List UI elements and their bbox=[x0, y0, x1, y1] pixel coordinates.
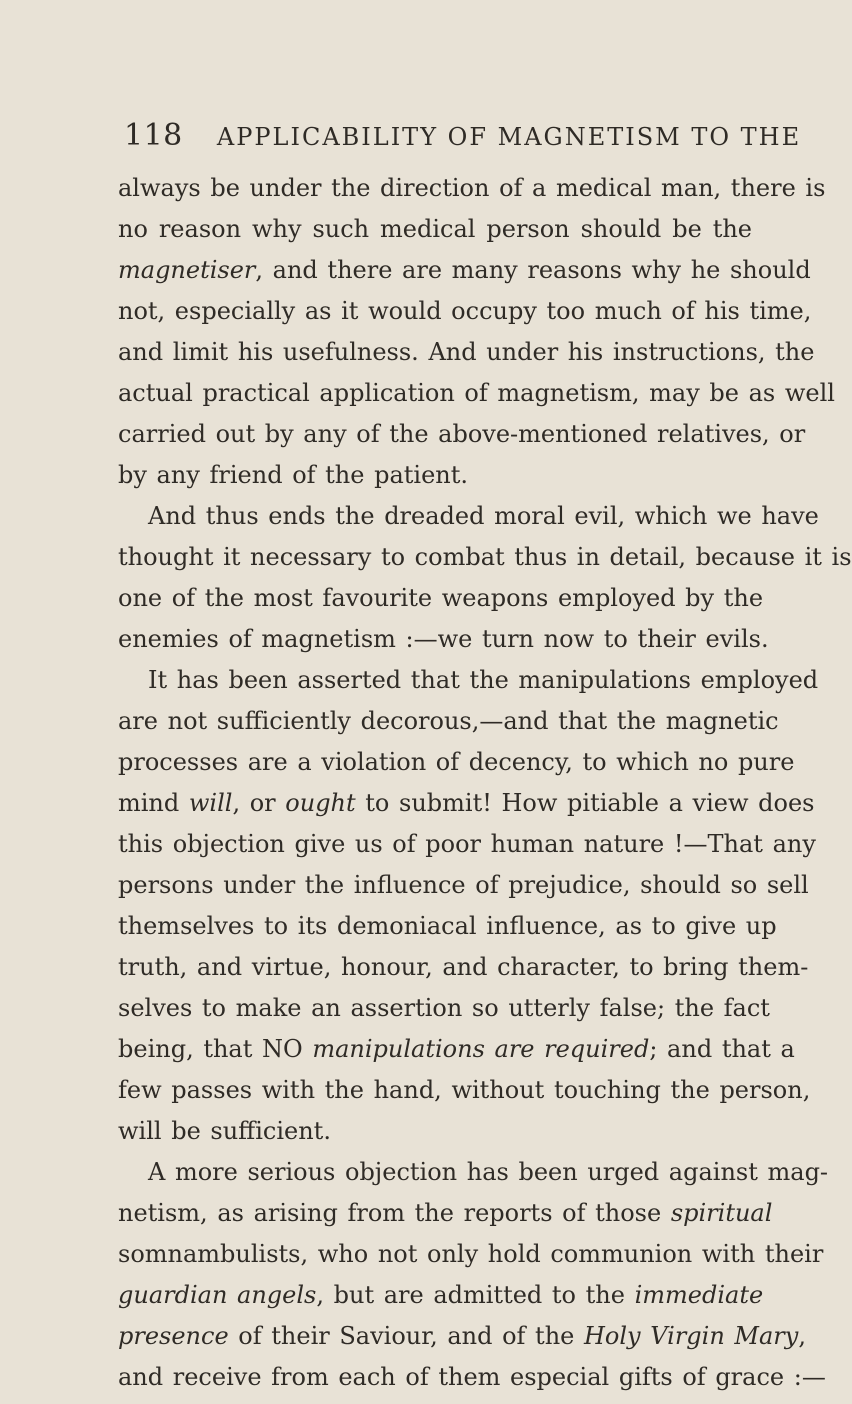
text-line bbox=[118, 1234, 824, 1275]
text-segment: NO bbox=[262, 1035, 303, 1063]
text-segment: persons under the influence of prejudice, should so sell bbox=[118, 871, 809, 899]
text-line bbox=[118, 1193, 773, 1234]
text-line bbox=[118, 619, 769, 660]
text-line bbox=[118, 1070, 811, 1111]
page-number: 118 bbox=[124, 118, 183, 153]
text-line bbox=[118, 906, 777, 947]
text-segment: thought it necessary to combat thus in detail, because it is bbox=[118, 543, 852, 571]
text-segment: enemies of magnetism :—we turn now to their evils. bbox=[118, 625, 769, 653]
text-segment: mind bbox=[118, 789, 189, 817]
text-segment: will be sufficient. bbox=[118, 1117, 331, 1145]
text-line bbox=[118, 373, 835, 414]
text-segment: netism, as arising from the reports of those bbox=[118, 1199, 671, 1227]
text-segment: It has been asserted that the manipulations employed bbox=[148, 666, 819, 694]
text-line bbox=[118, 1275, 764, 1316]
text-segment: manipulations are required bbox=[312, 1035, 650, 1063]
text-segment: , bbox=[798, 1322, 806, 1350]
text-line bbox=[118, 1357, 826, 1398]
text-line bbox=[118, 1316, 806, 1357]
text-segment: selves to make an assertion so utterly false; the fact bbox=[118, 994, 770, 1022]
text-segment: Holy Virgin Mary bbox=[583, 1322, 799, 1350]
text-line bbox=[118, 1029, 795, 1070]
text-line bbox=[118, 742, 795, 783]
text-segment: and receive from each of them especial gifts of grace :— bbox=[118, 1363, 826, 1391]
page-header bbox=[124, 118, 802, 158]
text-line bbox=[118, 783, 815, 824]
text-segment: this objection give us of poor human nature !—That any bbox=[118, 830, 816, 858]
text-segment: one of the most favourite weapons employed by the bbox=[118, 584, 764, 612]
text-line bbox=[118, 947, 809, 988]
text-line bbox=[118, 660, 819, 701]
text-segment: few passes with the hand, without touching the person, bbox=[118, 1076, 811, 1104]
text-line bbox=[118, 865, 809, 906]
text-line bbox=[118, 496, 819, 537]
text-segment: not, especially as it would occupy too much of his time, bbox=[118, 297, 812, 325]
text-segment: themselves to its demoniacal influence, as to give up bbox=[118, 912, 777, 940]
text-segment: And thus ends the dreaded moral evil, which we have bbox=[148, 502, 819, 530]
text-line bbox=[118, 1152, 829, 1193]
text-segment: and limit his usefulness. And under his instructions, the bbox=[118, 338, 815, 366]
text-line bbox=[118, 824, 816, 865]
text-line bbox=[118, 988, 770, 1029]
text-line bbox=[118, 537, 852, 578]
text-segment: immediate bbox=[634, 1281, 764, 1309]
text-segment: will bbox=[188, 789, 233, 817]
text-segment: are not sufficiently decorous,—and that the magnetic bbox=[118, 707, 779, 735]
text-line bbox=[118, 701, 779, 742]
text-segment: processes are a violation of decency, to which no pure bbox=[118, 748, 795, 776]
text-segment: no reason why such medical person should be the bbox=[118, 215, 752, 243]
text-line bbox=[118, 414, 806, 455]
text-segment: ought bbox=[285, 789, 356, 817]
text-line bbox=[118, 209, 752, 250]
text-segment: truth, and virtue, honour, and character, to bring them- bbox=[118, 953, 809, 981]
text-line bbox=[118, 455, 752, 496]
text-segment: actual practical application of magnetism, may be as well bbox=[118, 379, 835, 407]
text-segment: , or bbox=[232, 789, 286, 817]
text-segment: spiritual bbox=[670, 1199, 773, 1227]
text-segment: guardian angels bbox=[118, 1281, 317, 1309]
text-line bbox=[118, 578, 764, 619]
text-segment: always be under the direction of a medical man, there is bbox=[118, 174, 826, 202]
text-line bbox=[118, 1111, 752, 1152]
text-line bbox=[118, 250, 811, 291]
text-segment bbox=[303, 1035, 313, 1063]
text-line bbox=[118, 168, 826, 209]
text-segment: presence bbox=[118, 1322, 229, 1350]
text-segment: magnetiser bbox=[118, 256, 256, 284]
text-line bbox=[118, 332, 815, 373]
text-segment: A more serious objection has been urged against mag- bbox=[148, 1158, 829, 1186]
text-line bbox=[118, 291, 812, 332]
text-segment: of their Saviour, and of the bbox=[228, 1322, 584, 1350]
text-segment: somnambulists, who not only hold communion with their bbox=[118, 1240, 824, 1268]
running-head: APPLICABILITY OF MAGNETISM TO THE bbox=[216, 123, 802, 151]
text-segment: to submit! How pitiable a view does bbox=[355, 789, 815, 817]
text-segment: ; and that a bbox=[649, 1035, 795, 1063]
text-segment: by any friend of the patient. bbox=[118, 461, 469, 489]
text-segment: , and there are many reasons why he should bbox=[255, 256, 811, 284]
body-text bbox=[118, 168, 852, 1398]
text-segment: , but are admitted to the bbox=[316, 1281, 635, 1309]
text-segment: carried out by any of the above-mentioned relatives, or bbox=[118, 420, 806, 448]
text-segment: being, that bbox=[118, 1035, 263, 1063]
